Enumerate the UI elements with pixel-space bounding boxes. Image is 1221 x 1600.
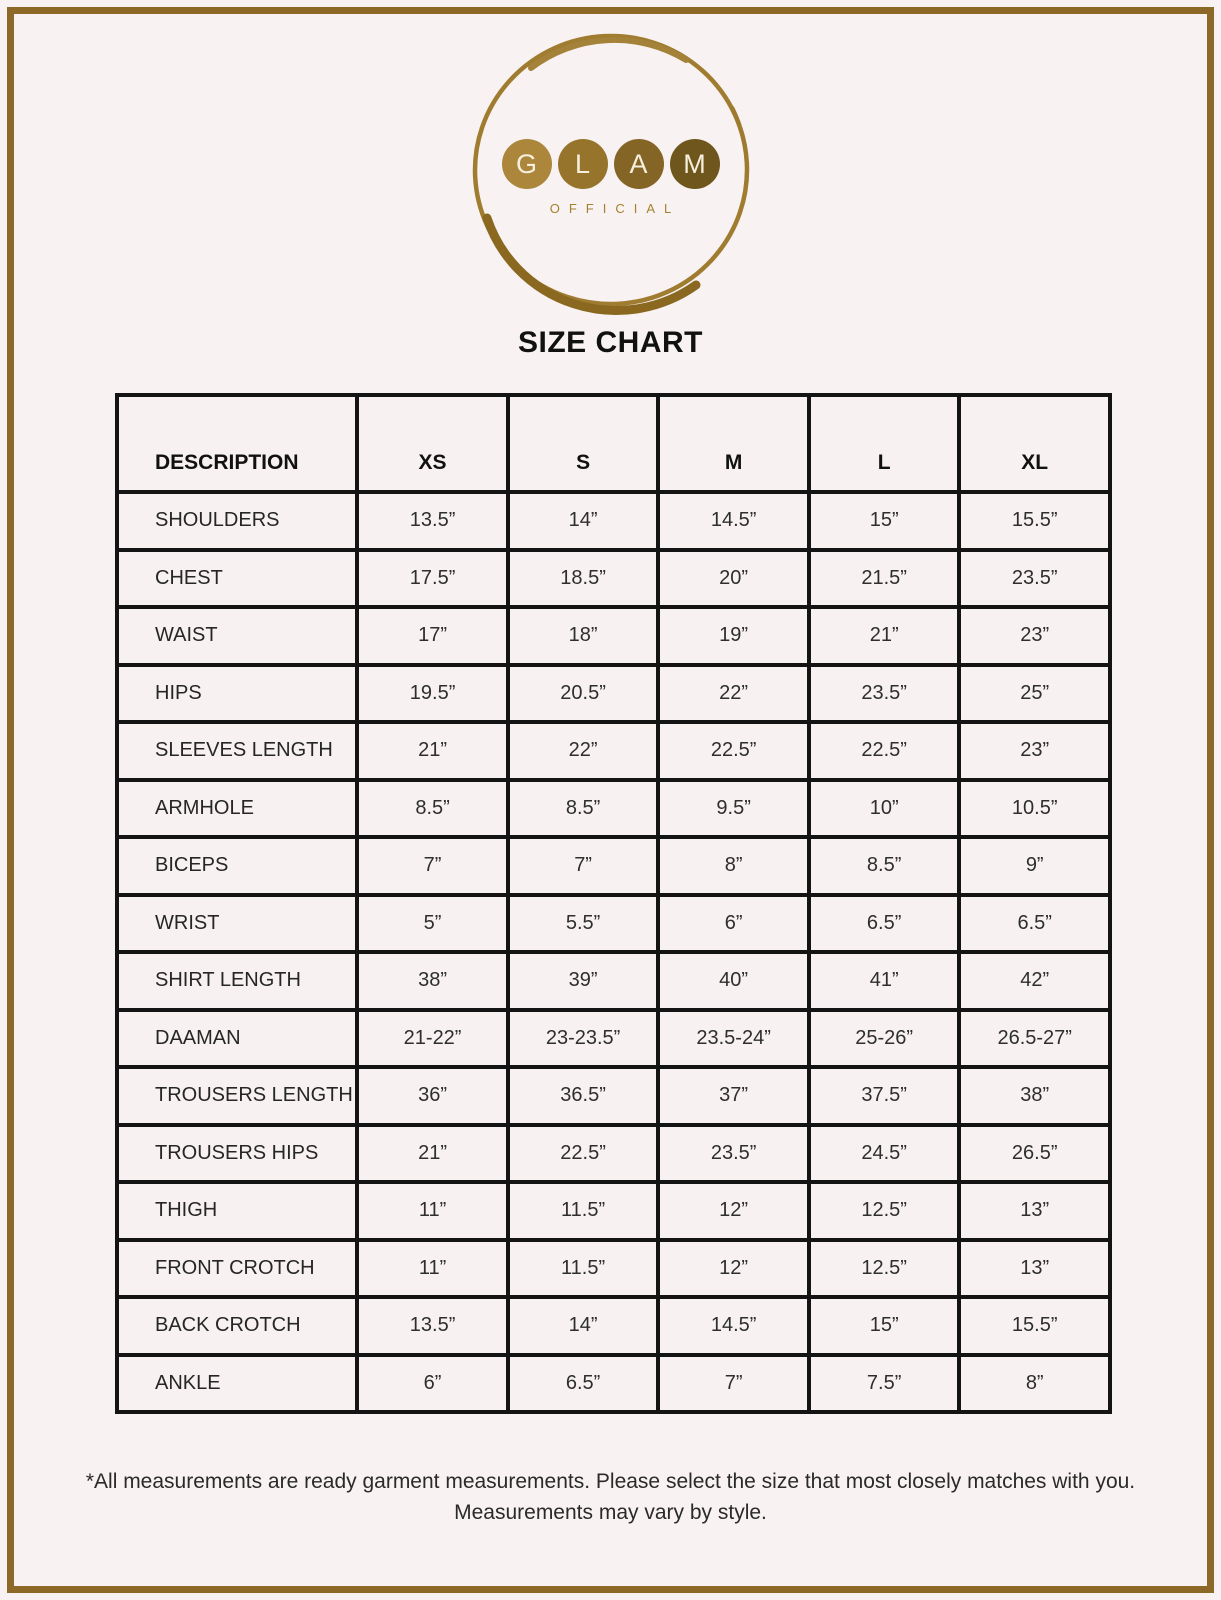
measurement-value: 21” bbox=[809, 607, 960, 665]
measurement-value: 13.5” bbox=[357, 1297, 508, 1355]
measurement-value: 12.5” bbox=[809, 1182, 960, 1240]
logo-letter-circle-m: M bbox=[670, 139, 720, 189]
measurement-value: 23.5-24” bbox=[658, 1010, 809, 1068]
measurement-value: 22.5” bbox=[658, 722, 809, 780]
measurement-value: 14.5” bbox=[658, 492, 809, 550]
measurement-value: 22.5” bbox=[809, 722, 960, 780]
measurement-value: 6.5” bbox=[959, 895, 1110, 953]
table-row bbox=[117, 722, 1110, 780]
row-label: BACK CROTCH bbox=[117, 1297, 357, 1355]
footnote-line-1: *All measurements are ready garment measurements. Please select the size that most closely matches with you. bbox=[85, 1470, 1136, 1493]
row-label: ARMHOLE bbox=[117, 780, 357, 838]
table-row bbox=[117, 1240, 1110, 1298]
measurement-value: 36” bbox=[357, 1067, 508, 1125]
size-table-header-row bbox=[117, 395, 1110, 492]
measurement-value: 10” bbox=[809, 780, 960, 838]
measurement-value: 10.5” bbox=[959, 780, 1110, 838]
footnote-line-2: Measurements may vary by style. bbox=[454, 1501, 767, 1524]
table-row bbox=[117, 780, 1110, 838]
row-label: WRIST bbox=[117, 895, 357, 953]
measurement-value: 20” bbox=[658, 550, 809, 608]
row-label: FRONT CROTCH bbox=[117, 1240, 357, 1298]
table-row bbox=[117, 1297, 1110, 1355]
size-chart-table-wrap bbox=[115, 393, 1112, 1414]
measurement-value: 9.5” bbox=[658, 780, 809, 838]
row-label: TROUSERS LENGTH bbox=[117, 1067, 357, 1125]
measurement-value: 11” bbox=[357, 1240, 508, 1298]
measurement-value: 22” bbox=[508, 722, 659, 780]
measurement-value: 23” bbox=[959, 607, 1110, 665]
measurement-value: 6.5” bbox=[809, 895, 960, 953]
measurement-value: 5.5” bbox=[508, 895, 659, 953]
measurement-value: 14” bbox=[508, 1297, 659, 1355]
measurement-value: 12.5” bbox=[809, 1240, 960, 1298]
column-header-s: S bbox=[508, 395, 659, 492]
table-row bbox=[117, 1125, 1110, 1183]
measurement-value: 21” bbox=[357, 1125, 508, 1183]
measurement-value: 15.5” bbox=[959, 492, 1110, 550]
measurement-value: 14” bbox=[508, 492, 659, 550]
row-label: BICEPS bbox=[117, 837, 357, 895]
measurement-value: 21.5” bbox=[809, 550, 960, 608]
table-row bbox=[117, 607, 1110, 665]
table-row bbox=[117, 1010, 1110, 1068]
measurement-value: 25-26” bbox=[809, 1010, 960, 1068]
column-header-xl: XL bbox=[959, 395, 1110, 492]
page-title: SIZE CHART bbox=[518, 326, 703, 359]
measurement-value: 11” bbox=[357, 1182, 508, 1240]
table-row bbox=[117, 895, 1110, 953]
logo-letter-circle-l: L bbox=[558, 139, 608, 189]
measurement-value: 26.5-27” bbox=[959, 1010, 1110, 1068]
measurement-value: 15” bbox=[809, 1297, 960, 1355]
logo-subtitle: OFFICIAL bbox=[549, 201, 681, 216]
measurement-value: 20.5” bbox=[508, 665, 659, 723]
logo-letters bbox=[461, 139, 761, 189]
footnote bbox=[0, 1466, 1221, 1528]
row-label: THIGH bbox=[117, 1182, 357, 1240]
column-header-description: DESCRIPTION bbox=[117, 395, 357, 492]
measurement-value: 18” bbox=[508, 607, 659, 665]
row-label: WAIST bbox=[117, 607, 357, 665]
measurement-value: 15.5” bbox=[959, 1297, 1110, 1355]
row-label: SHOULDERS bbox=[117, 492, 357, 550]
measurement-value: 7.5” bbox=[809, 1355, 960, 1413]
size-chart-table bbox=[115, 393, 1112, 1414]
measurement-value: 23.5” bbox=[658, 1125, 809, 1183]
table-row bbox=[117, 1067, 1110, 1125]
measurement-value: 8” bbox=[959, 1355, 1110, 1413]
row-label: TROUSERS HIPS bbox=[117, 1125, 357, 1183]
measurement-value: 7” bbox=[357, 837, 508, 895]
row-label: SLEEVES LENGTH bbox=[117, 722, 357, 780]
measurement-value: 36.5” bbox=[508, 1067, 659, 1125]
measurement-value: 11.5” bbox=[508, 1182, 659, 1240]
measurement-value: 25” bbox=[959, 665, 1110, 723]
table-row bbox=[117, 1355, 1110, 1413]
measurement-value: 8” bbox=[658, 837, 809, 895]
measurement-value: 12” bbox=[658, 1182, 809, 1240]
measurement-value: 9” bbox=[959, 837, 1110, 895]
measurement-value: 13” bbox=[959, 1182, 1110, 1240]
table-row bbox=[117, 492, 1110, 550]
measurement-value: 13.5” bbox=[357, 492, 508, 550]
measurement-value: 7” bbox=[508, 837, 659, 895]
measurement-value: 37.5” bbox=[809, 1067, 960, 1125]
measurement-value: 22” bbox=[658, 665, 809, 723]
measurement-value: 24.5” bbox=[809, 1125, 960, 1183]
table-row bbox=[117, 550, 1110, 608]
table-row bbox=[117, 665, 1110, 723]
logo-letter-circle-a: A bbox=[614, 139, 664, 189]
measurement-value: 23.5” bbox=[809, 665, 960, 723]
measurement-value: 22.5” bbox=[508, 1125, 659, 1183]
measurement-value: 37” bbox=[658, 1067, 809, 1125]
measurement-value: 13” bbox=[959, 1240, 1110, 1298]
measurement-value: 21” bbox=[357, 722, 508, 780]
size-table-body bbox=[117, 492, 1110, 1412]
column-header-xs: XS bbox=[357, 395, 508, 492]
measurement-value: 6.5” bbox=[508, 1355, 659, 1413]
row-label: DAAMAN bbox=[117, 1010, 357, 1068]
logo-letter-circle-g: G bbox=[502, 139, 552, 189]
measurement-value: 6” bbox=[357, 1355, 508, 1413]
measurement-value: 23-23.5” bbox=[508, 1010, 659, 1068]
column-header-m: M bbox=[658, 395, 809, 492]
measurement-value: 17” bbox=[357, 607, 508, 665]
measurement-value: 18.5” bbox=[508, 550, 659, 608]
measurement-value: 11.5” bbox=[508, 1240, 659, 1298]
row-label: ANKLE bbox=[117, 1355, 357, 1413]
measurement-value: 21-22” bbox=[357, 1010, 508, 1068]
row-label: CHEST bbox=[117, 550, 357, 608]
brand-logo bbox=[461, 28, 761, 320]
row-label: HIPS bbox=[117, 665, 357, 723]
measurement-value: 19.5” bbox=[357, 665, 508, 723]
measurement-value: 6” bbox=[658, 895, 809, 953]
measurement-value: 7” bbox=[658, 1355, 809, 1413]
measurement-value: 8.5” bbox=[357, 780, 508, 838]
measurement-value: 38” bbox=[959, 1067, 1110, 1125]
measurement-value: 23.5” bbox=[959, 550, 1110, 608]
measurement-value: 5” bbox=[357, 895, 508, 953]
measurement-value: 17.5” bbox=[357, 550, 508, 608]
table-row bbox=[117, 952, 1110, 1010]
measurement-value: 19” bbox=[658, 607, 809, 665]
measurement-value: 8.5” bbox=[809, 837, 960, 895]
row-label: SHIRT LENGTH bbox=[117, 952, 357, 1010]
measurement-value: 12” bbox=[658, 1240, 809, 1298]
table-row bbox=[117, 1182, 1110, 1240]
measurement-value: 14.5” bbox=[658, 1297, 809, 1355]
measurement-value: 26.5” bbox=[959, 1125, 1110, 1183]
measurement-value: 39” bbox=[508, 952, 659, 1010]
measurement-value: 23” bbox=[959, 722, 1110, 780]
measurement-value: 38” bbox=[357, 952, 508, 1010]
table-row bbox=[117, 837, 1110, 895]
measurement-value: 42” bbox=[959, 952, 1110, 1010]
measurement-value: 15” bbox=[809, 492, 960, 550]
measurement-value: 8.5” bbox=[508, 780, 659, 838]
column-header-l: L bbox=[809, 395, 960, 492]
measurement-value: 41” bbox=[809, 952, 960, 1010]
measurement-value: 40” bbox=[658, 952, 809, 1010]
